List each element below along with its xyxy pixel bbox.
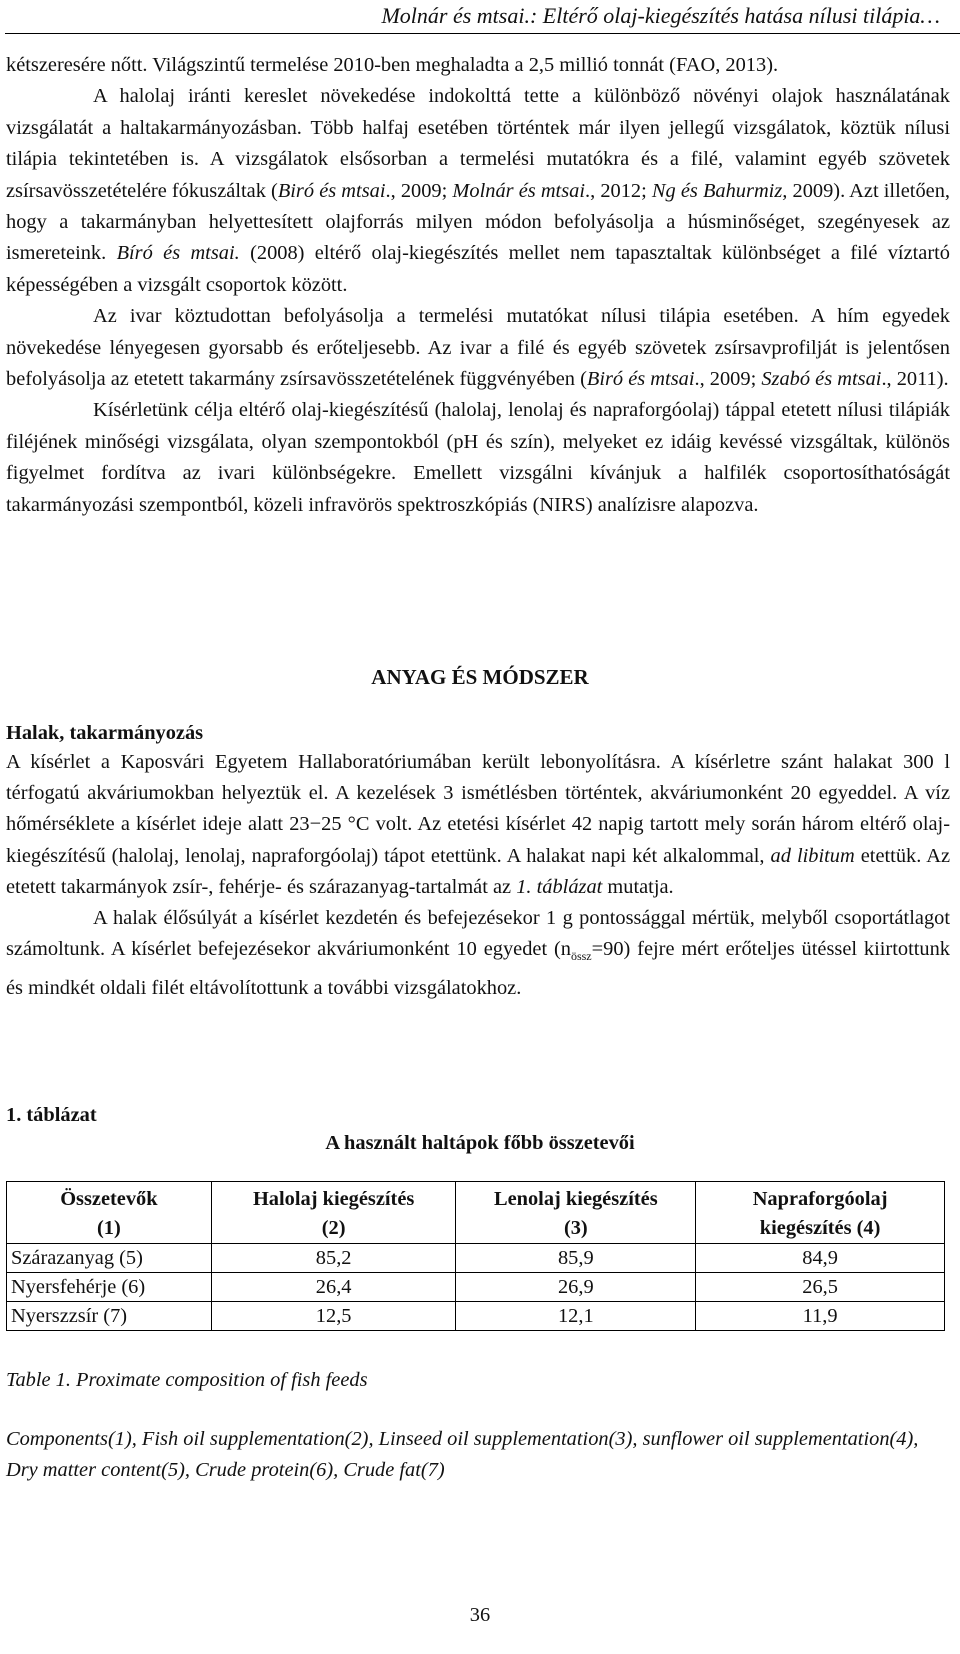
text-run: (2008) eltérő olaj-kiegészítés mellet nem tapasztaltak különbséget a filé víztartó képességében a vizsgált csoportok között.	[6, 242, 950, 296]
header-line: kiegészítés (4)	[759, 1217, 881, 1239]
header-line: Halolaj kiegészítés	[252, 1188, 415, 1210]
citation: Bíró és mtsai.	[116, 242, 240, 265]
text-run: Az ivar köztudottan befolyásolja a termelési mutatókat nílusi tilápia esetében. A hím egyedek növekedése lényegesen gyorsabb és erőteljesebb. Az ivar a filé és egyéb szövetek zsírsavprofilját is jelentősen befolyásolja az etetett takarmány zsírsavösszetételének függvényében (	[6, 305, 950, 391]
text-run: A halolaj iránti kereslet növekedése indokolttá tette a különböző növényi olajok használatának vizsgálatát a haltakarmányozásban. Több halfaj esetében történtek már ilyen jellegű vizsgálatok, köztük nílusi tilápia tekintetében is. A vizsgálatok elsősorban a termelési mutatókra és a filé, valamint egyéb szövetek zsírsavösszetételére fókuszáltak (	[6, 85, 950, 202]
header-line: (2)	[321, 1217, 346, 1239]
citation: Biró és mtsai	[277, 179, 386, 202]
table-cell: 84,9	[696, 1244, 945, 1273]
citation: Ng és Bahurmiz,	[651, 179, 788, 202]
introduction-text	[6, 50, 950, 521]
table-cell: 85,2	[211, 1244, 456, 1273]
citation: Molnár és mtsai	[452, 179, 586, 202]
header-rule	[5, 33, 960, 34]
table-cell: 26,4	[211, 1273, 456, 1302]
citation: Szabó és mtsai	[761, 368, 882, 391]
row-label: Szárazanyag (5)	[7, 1244, 212, 1273]
header-line: (3)	[563, 1217, 588, 1239]
table-cell: 26,9	[456, 1273, 696, 1302]
methods-paragraph-1	[6, 747, 950, 903]
intro-paragraph-2	[6, 81, 950, 301]
table-cell: 85,9	[456, 1244, 696, 1273]
section-heading: ANYAG ÉS MÓDSZER	[371, 665, 589, 689]
text-run: mutatja.	[602, 875, 674, 898]
subsection-heading: Halak, takarmányozás	[6, 722, 204, 744]
methods-text	[6, 747, 950, 1004]
citation: Biró és mtsai	[586, 368, 695, 391]
table-header-row	[7, 1182, 945, 1244]
header-line: (1)	[97, 1217, 121, 1239]
header-line: Napraforgóolaj	[752, 1188, 888, 1210]
text-run: 2009). Azt illetően, hogy a takarmányban helyettesített olajforrás milyen módon befolyásolja a húsminőséget, szegényesek az ismereteink.	[6, 179, 950, 265]
table-row	[7, 1302, 945, 1331]
column-header	[696, 1182, 945, 1244]
text-run: A kísérlet a Kaposvári Egyetem Hallaboratóriumában került lebonyolításra. A kísérletre szánt halakat 300 l térfogatú akváriumokban helyeztük el. A kezelések 3 ismétlésben történtek, akváriumonként 20 egyeddel. A víz hőmérséklete a kísérlet ideje alatt 23−25 °C volt. Az etetési kísérlet 42 napig tartott mely során három eltérő olaj-kiegészítésű (halolaj, lenolaj, napraforgóolaj) tápot etettünk. A halakat napi két alkalommal,	[6, 751, 950, 867]
english-table-legend: Components(1), Fish oil supplementation(2), Linseed oil supplementation(3), sunflower oil supplementation(4), Dry matter content(5), Crude protein(6), Crude fat(7)	[6, 1428, 919, 1481]
table-cell: 11,9	[696, 1302, 945, 1331]
intro-paragraph-3	[6, 301, 950, 395]
text-run: =90) fejre mért erőteljes ütéssel kiirtottunk és mindkét oldali filét eltávolítottunk a további vizsgálatokhoz.	[6, 938, 950, 999]
subscript: össz	[570, 949, 592, 964]
table-reference: 1. táblázat	[516, 875, 603, 898]
text-run: ., 2009;	[694, 368, 762, 391]
row-label: Nyersfehérje (6)	[7, 1273, 212, 1302]
page-number: 36	[469, 1604, 491, 1626]
table-cell: 12,1	[456, 1302, 696, 1331]
table-row	[7, 1273, 945, 1302]
running-header: Molnár és mtsai.: Eltérő olaj-kiegészítés hatása nílusi tilápia…	[381, 3, 940, 28]
text-run: etettük. Az etetett takarmányok zsír-, fehérje- és szárazanyag-tartalmát az	[6, 844, 950, 898]
text-run: ., 2011).	[881, 368, 949, 391]
intro-paragraph-1: kétszeresére nőtt. Világszintű termelése 2010-ben meghaladta a 2,5 millió tonnát (FAO, 2013).	[6, 54, 779, 76]
methods-paragraph-2	[6, 903, 950, 1004]
column-header	[211, 1182, 456, 1244]
column-header	[456, 1182, 696, 1244]
column-header	[7, 1182, 212, 1244]
table-row	[7, 1244, 945, 1273]
row-label: Nyerszzsír (7)	[7, 1302, 212, 1331]
italic-term: ad libitum	[770, 844, 855, 867]
english-table-caption: Table 1. Proximate composition of fish feeds	[6, 1369, 368, 1391]
header-line: Lenolaj kiegészítés	[494, 1188, 658, 1210]
intro-paragraph-4: Kísérletünk célja eltérő olaj-kiegészítésű (halolaj, lenolaj és napraforgóolaj) táppal etetett nílusi tilápiák filéjének minőségi vizsgálata, olyan szempontokból (pH és szín), melyeket ez idáig kevéssé vizsgáltak, különös figyelmet fordítva az ivari különbségekre. Emellett vizsgálni kívánjuk a halfilék csoportosíthatóságát takarmányozási szempontból, közeli infravörös spektroszkópiás (NIRS) analízisre alapozva.	[6, 399, 950, 516]
table-number: 1. táblázat	[6, 1104, 97, 1126]
header-line: Összetevők	[60, 1188, 158, 1210]
text-run: A halak élősúlyát a kísérlet kezdetén és befejezésekor 1 g pontossággal mértük, melyből csoportátlagot számoltunk. A kísérlet befejezésekor akváriumonként 10 egyedet (n	[6, 907, 950, 961]
text-run: ., 2012;	[585, 179, 652, 202]
table-title: A használt haltápok főbb összetevői	[325, 1132, 635, 1154]
feed-composition-table	[6, 1181, 945, 1331]
text-run: ., 2009;	[385, 179, 453, 202]
table-cell: 26,5	[696, 1273, 945, 1302]
table-cell: 12,5	[211, 1302, 456, 1331]
